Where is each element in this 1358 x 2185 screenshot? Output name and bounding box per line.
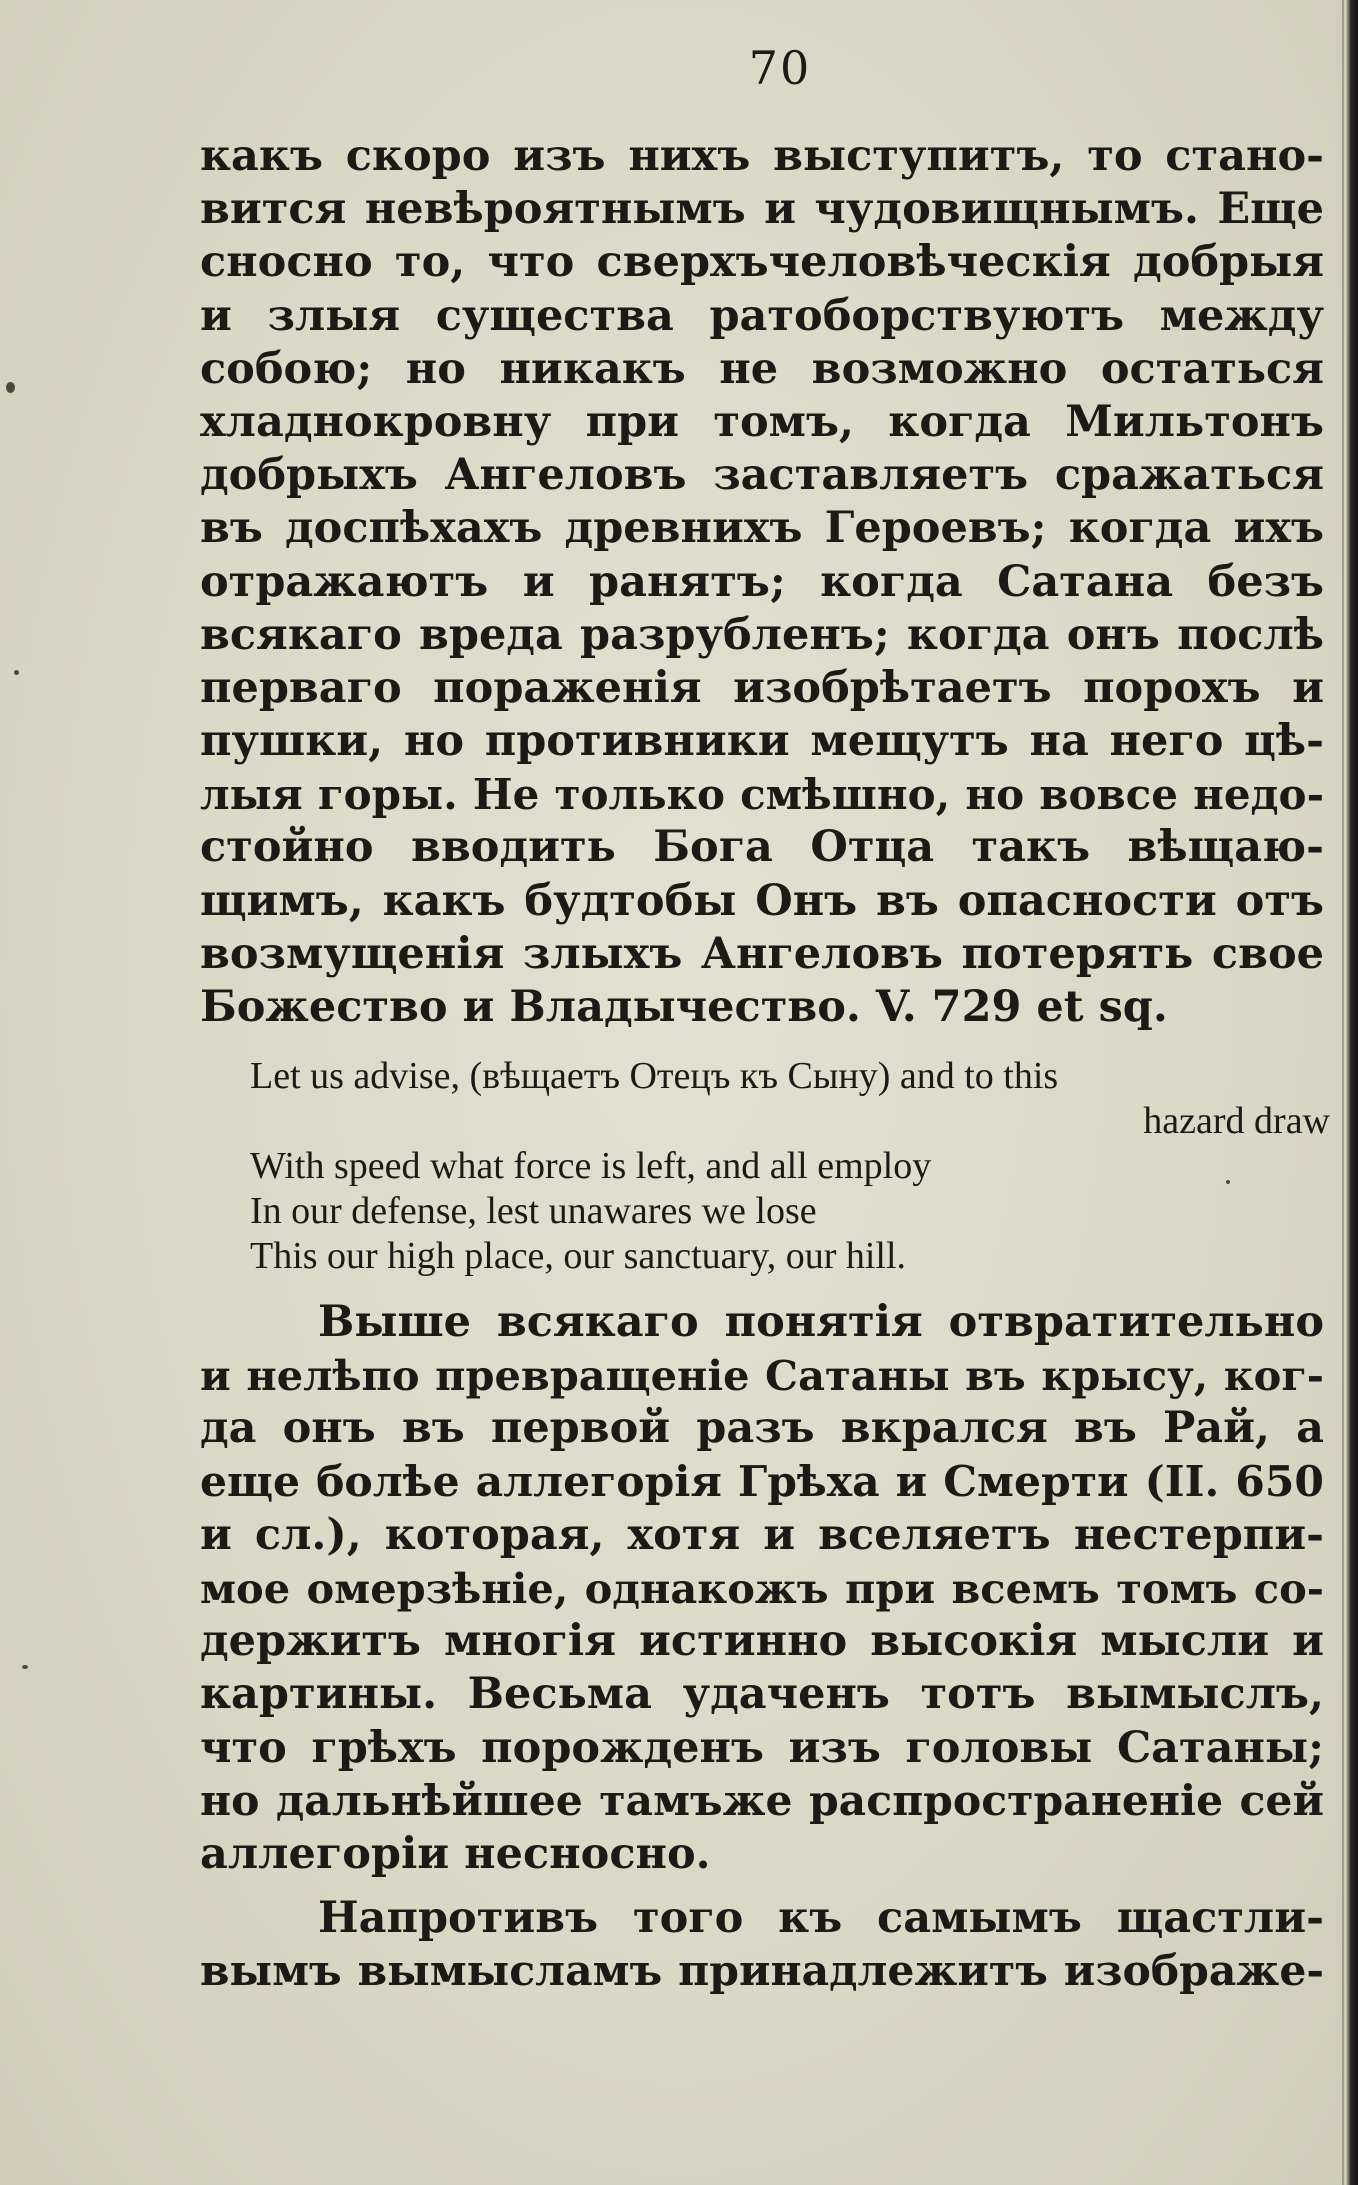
text-line: Божество и Владычество. V. 729 et sq. xyxy=(200,982,1168,1032)
text-line: собою; но никакъ не возможно остаться xyxy=(200,343,1324,394)
text-line: Напротивъ того къ самымъ щастли- xyxy=(318,1893,1324,1943)
text-line: лыя горы. Не только смѣшно, но вовсе недо- xyxy=(200,770,1324,820)
text-line: хладнокровну при томъ, когда Мильтонъ xyxy=(200,396,1324,447)
text-line: и нелѣпо превращеніе Сатаны въ крысу, ког- xyxy=(200,1351,1324,1401)
text-line: вымъ вымысламъ принадлежитъ изображе- xyxy=(200,1946,1324,1997)
text-line: возмущенія злыхъ Ангеловъ потерять свое xyxy=(200,928,1324,979)
text-line: еще болѣе аллегорія Грѣха и Смерти (II. 650 xyxy=(200,1456,1324,1507)
text-line: но дальнѣйшее тамъже распространеніе сей xyxy=(200,1775,1324,1826)
paragraph-2 xyxy=(200,1296,1324,1881)
text-line: Выше всякаго понятія отвратительно xyxy=(318,1297,1324,1347)
text-line: щимъ, какъ будтобы Онъ въ опасности отъ xyxy=(200,875,1324,926)
ink-speck xyxy=(14,670,19,675)
text-line: въ доспѣхахъ древнихъ Героевъ; когда ихъ xyxy=(200,503,1324,554)
page-edge-line xyxy=(1342,0,1344,2185)
text-line: сносно то, что сверхъчеловѣческія добрыя xyxy=(200,237,1324,288)
text-line: держитъ многія истинно высокія мысли и xyxy=(200,1616,1324,1667)
quote-line: With speed what force is left, and all employ xyxy=(250,1145,932,1187)
quote-line: In our defense, lest unawares we lose xyxy=(250,1190,817,1232)
text-line: всякаго вреда разрубленъ; когда онъ послѣ xyxy=(200,609,1324,660)
text-line: перваго пораженія изобрѣтаетъ порохъ и xyxy=(200,662,1324,713)
text-line: что грѣхъ порожденъ изъ головы Сатаны; xyxy=(200,1722,1324,1773)
quote-line: Let us advise, (вѣщаетъ Отецъ къ Сыну) and to this xyxy=(250,1055,1059,1097)
ink-speck xyxy=(6,382,15,393)
page-edge-shadow xyxy=(1346,0,1358,2185)
paragraph-3 xyxy=(200,1892,1324,1998)
text-line: картины. Весьма удаченъ тотъ вымыслъ, xyxy=(200,1669,1324,1720)
text-line: пушки, но противники мещутъ на него цѣ- xyxy=(200,716,1324,767)
text-line: и сл.), которая, хотя и вселяетъ нестерпи- xyxy=(200,1509,1324,1560)
milton-quote xyxy=(250,1054,1330,1279)
text-line: аллегоріи несносно. xyxy=(200,1828,711,1879)
ink-speck xyxy=(22,1665,28,1669)
quote-line-continuation: hazard draw xyxy=(1143,1100,1330,1142)
text-line: отражаютъ и ранятъ; когда Сатана безъ xyxy=(200,556,1324,607)
text-line: стойно вводить Бога Отца такъ вѣщаю- xyxy=(200,822,1324,873)
text-line: добрыхъ Ангеловъ заставляетъ сражаться xyxy=(200,450,1324,501)
text-line: и злыя существа ратоборствуютъ между xyxy=(200,290,1324,341)
text-line: вится невѣроятнымъ и чудовищнымъ. Еще xyxy=(200,184,1324,235)
text-line: мое омерзѣніе, однакожъ при всемъ томъ со- xyxy=(200,1563,1324,1613)
text-line: да онъ въ первой разъ вкрался въ Рай, а xyxy=(200,1403,1324,1454)
paragraph-1 xyxy=(200,130,1324,1034)
quote-line: This our high place, our sanctuary, our hill. xyxy=(250,1235,907,1277)
page-number: 70 xyxy=(748,41,812,95)
text-line: какъ скоро изъ нихъ выступитъ, то стано- xyxy=(200,131,1324,181)
